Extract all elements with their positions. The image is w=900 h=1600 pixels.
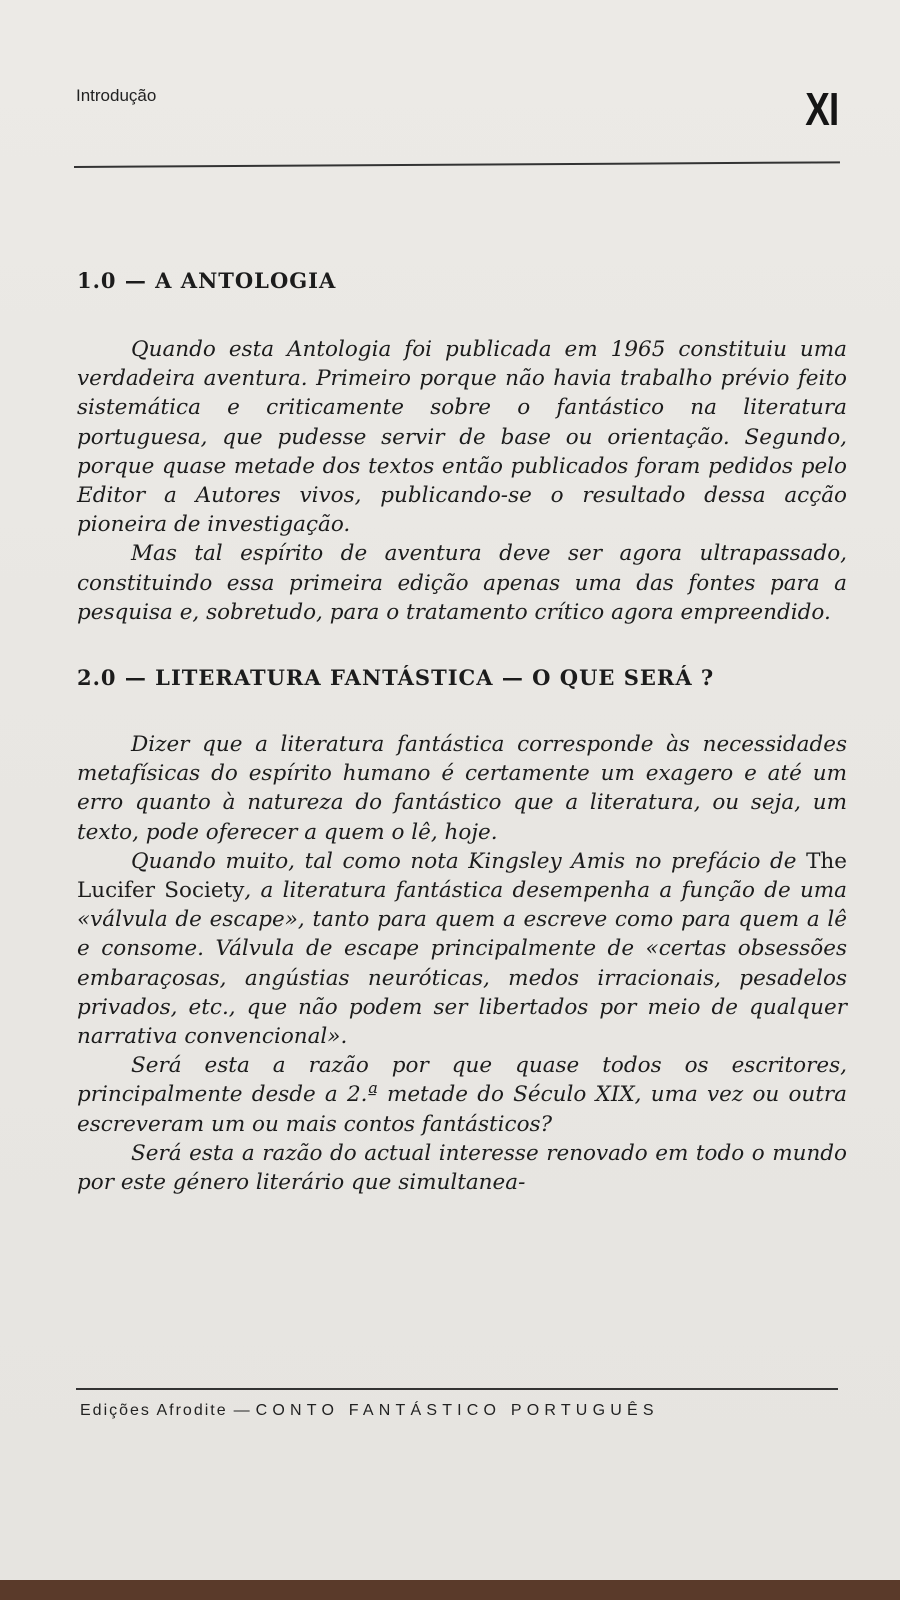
footer-separator: —	[233, 1402, 250, 1419]
footer-publisher: Edições Afrodite	[80, 1402, 228, 1419]
page-number: XI	[804, 83, 838, 135]
book-title-reference: The Lucifer Society	[77, 848, 847, 904]
footer-book-title: CONTO FANTÁSTICO PORTUGUÊS	[255, 1402, 659, 1419]
paragraph-text: Quando muito, tal como nota Kingsley Amis no prefácio de	[131, 848, 807, 874]
section-number: 2.0 —	[77, 665, 147, 691]
section-title: A ANTOLOGIA	[155, 268, 337, 293]
paragraph: Será esta a razão por que quase todos os escritores, principalmente desde a 2.ª metade do Século XIX, uma vez ou outra escreveram um ou mais contos fantásticos?	[77, 1053, 847, 1137]
running-header-section: Introdução	[76, 86, 157, 105]
section-heading-1	[77, 268, 847, 293]
header-rule	[74, 161, 840, 168]
paragraph-text: , a literatura fantástica desempenha a função de uma «válvula de escape», tanto para quem a escreve como para quem a lê e consome. Válvula de escape principalmente de «certas obsessões embaraçosas, angústias neuróticas, medos irracionais, pesadelos privados, etc., que não podem ser libertados por meio de qualquer narrativa convencional».	[77, 878, 847, 1050]
section-number: 1.0 —	[77, 268, 147, 293]
paragraph: Dizer que a literatura fantástica corresponde às necessidades metafísicas do espírito humano é certamente um exagero e até um erro quanto à natureza do fantástico que a literatura, ou seja, um texto, pode oferecer a quem o lê, hoje.	[77, 732, 847, 845]
page-body	[77, 268, 847, 1197]
paragraph	[77, 847, 847, 1051]
paragraph: Quando esta Antologia foi publicada em 1965 constituiu uma verdadeira aventura. Primeiro porque não havia trabalho prévio feito sistemática e criticamente sobre o fantástico na literatura portuguesa, que pudesse servir de base ou orientação. Segundo, porque quase metade dos textos então publicados foram pedidos pelo Editor a Autores vivos, publicando-se o resultado dessa acção pioneira de investigação.	[77, 337, 847, 538]
paragraph: Mas tal espírito de aventura deve ser agora ultrapassado, constituindo essa primeira edição apenas uma das fontes para a pesquisa e, sobretudo, para o tratamento crítico agora empreendido.	[77, 541, 847, 625]
section-spacer	[77, 627, 847, 665]
running-footer	[80, 1402, 838, 1420]
section-title: LITERATURA FANTÁSTICA — O QUE SERÁ ?	[155, 665, 715, 691]
paragraph: Será esta a razão do actual interesse renovado em todo o mundo por este género literário que simultanea-	[77, 1140, 847, 1196]
footer-rule	[76, 1388, 838, 1390]
section-heading-2	[77, 665, 847, 690]
